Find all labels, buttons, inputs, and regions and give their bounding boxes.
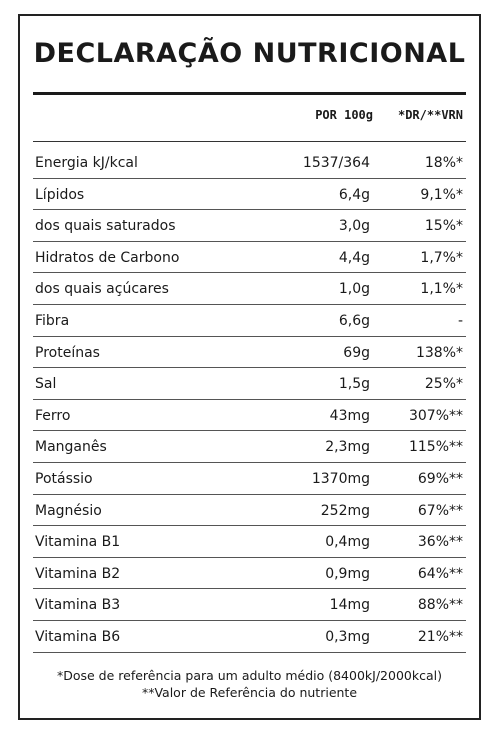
nutrient-per-100g: 14mg bbox=[329, 597, 370, 614]
nutrient-name: Energia kJ/kcal bbox=[35, 155, 138, 171]
table-row bbox=[33, 558, 466, 590]
nutrition-label bbox=[18, 14, 481, 720]
nutrient-name: Fibra bbox=[35, 312, 70, 329]
nutrient-per-100g: 6,4g bbox=[338, 186, 370, 203]
column-header-row bbox=[33, 108, 466, 132]
table-row bbox=[33, 273, 466, 305]
nutrient-dr-vrn: 67%** bbox=[417, 502, 463, 519]
nutrient-dr-vrn: 88%** bbox=[417, 597, 463, 614]
nutrient-name: Hidratos de Carbono bbox=[35, 249, 180, 266]
nutrient-dr-vrn: 21%** bbox=[417, 628, 463, 645]
table-row bbox=[33, 337, 466, 369]
nutrient-dr-vrn: - bbox=[457, 312, 463, 329]
nutrient-name: Vitamina B2 bbox=[35, 565, 121, 582]
nutrient-dr-vrn: 69%** bbox=[417, 470, 463, 487]
nutrient-dr-vrn: 307%** bbox=[408, 407, 463, 424]
title-divider bbox=[33, 92, 466, 95]
table-row bbox=[33, 621, 466, 653]
nutrient-name: Potássio bbox=[35, 470, 93, 487]
nutrient-per-100g: 4,4g bbox=[338, 249, 370, 266]
table-row bbox=[33, 147, 466, 179]
nutrient-dr-vrn: 115%** bbox=[408, 439, 463, 456]
nutrient-name: Vitamina B1 bbox=[35, 534, 121, 551]
nutrient-per-100g: 0,4mg bbox=[325, 534, 370, 551]
table-row bbox=[33, 179, 466, 211]
nutrient-per-100g: 2,3mg bbox=[325, 439, 370, 456]
nutrient-name: Sal bbox=[35, 376, 57, 393]
nutrient-name: Proteínas bbox=[35, 344, 100, 361]
nutrient-table bbox=[33, 147, 466, 653]
nutrient-per-100g: 1370mg bbox=[311, 470, 370, 487]
nutrient-dr-vrn: 25%* bbox=[424, 376, 463, 393]
nutrient-dr-vrn: 138%* bbox=[415, 344, 463, 361]
nutrient-dr-vrn: 36%** bbox=[417, 534, 463, 551]
nutrient-name: Manganês bbox=[35, 439, 107, 456]
header-per-100g: POR 100g bbox=[315, 108, 373, 122]
table-row bbox=[33, 589, 466, 621]
nutrient-name: Magnésio bbox=[35, 502, 102, 519]
nutrient-dr-vrn: 18%* bbox=[424, 155, 463, 171]
table-row bbox=[33, 431, 466, 463]
table-row bbox=[33, 400, 466, 432]
nutrient-per-100g: 252mg bbox=[320, 502, 370, 519]
table-row bbox=[33, 305, 466, 337]
header-dr-vrn: *DR/**VRN bbox=[397, 108, 463, 122]
footnotes bbox=[20, 667, 479, 701]
nutrient-per-100g: 3,0g bbox=[338, 218, 370, 235]
nutrient-per-100g: 1,0g bbox=[338, 281, 370, 298]
nutrient-dr-vrn: 9,1%* bbox=[420, 186, 463, 203]
footnote-nutrient-reference: **Valor de Referência do nutriente bbox=[141, 685, 358, 700]
table-row bbox=[33, 242, 466, 274]
nutrient-dr-vrn: 1,1%* bbox=[420, 281, 463, 298]
table-row bbox=[33, 526, 466, 558]
nutrient-name: Ferro bbox=[35, 407, 71, 424]
nutrient-per-100g: 69g bbox=[343, 344, 370, 361]
nutrient-name: Lípidos bbox=[35, 186, 85, 203]
nutrient-name: Vitamina B3 bbox=[35, 597, 121, 614]
nutrient-per-100g: 0,3mg bbox=[325, 628, 370, 645]
nutrient-dr-vrn: 15%* bbox=[424, 218, 463, 235]
nutrient-name: dos quais açúcares bbox=[35, 281, 169, 298]
footnote-reference-intake: *Dose de referência para um adulto médio (8400kJ/2000kcal) bbox=[56, 668, 442, 683]
nutrient-name: dos quais saturados bbox=[35, 218, 176, 235]
nutrient-per-100g: 0,9mg bbox=[325, 565, 370, 582]
header-divider bbox=[33, 141, 466, 142]
table-row bbox=[33, 463, 466, 495]
nutrient-per-100g: 6,6g bbox=[338, 312, 370, 329]
table-row bbox=[33, 210, 466, 242]
nutrient-per-100g: 43mg bbox=[329, 407, 370, 424]
label-title: DECLARAÇÃO NUTRICIONAL bbox=[33, 38, 466, 69]
nutrient-per-100g: 1537/364 bbox=[302, 155, 370, 171]
nutrient-dr-vrn: 64%** bbox=[417, 565, 463, 582]
nutrient-per-100g: 1,5g bbox=[338, 376, 370, 393]
table-row bbox=[33, 368, 466, 400]
nutrient-dr-vrn: 1,7%* bbox=[420, 249, 463, 266]
nutrient-name: Vitamina B6 bbox=[35, 628, 121, 645]
table-row bbox=[33, 495, 466, 527]
